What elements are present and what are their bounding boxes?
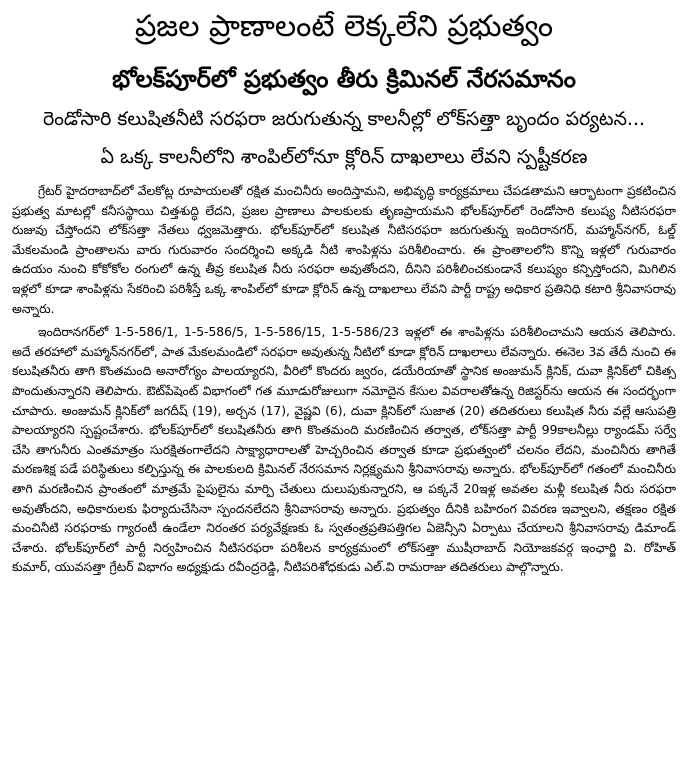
paragraph-2: ఇందిరానగర్‌లో 1-5-586/1, 1-5-586/5, 1-5-586/15, 1-5-586/23 ఇళ్లలో ఈ శాంపిళ్లను పరిశీలించామని ఆయన తెలిపారు. అదే తరహాలో మహ్మాన్‌నగర్‌లో, పాత మేకలమండిలో సరఫరా అవుతున్న నీటిలో కూడా క్లోరిన్ దాఖలాలు లేవన్నారు. ఈనెల 3వ తేదీ నుంచి ఈ కలుషితనీరు తాగి కొంతమంది అనారోగ్యం పాలయ్యారని, వీరిలో కొందరు జ్వరం, డయేరియాతో స్థానిక అంజుమన్ క్లినిక్, దువా క్లినిక్‌లో చికిత్స పొందుతున్నారని తెలిపారు. ఔట్‌పేషెంట్ విభాగంలో గత మూడురోజులుగా నమోదైన కేసుల వివరాలతోఉన్న రిజిస్టర్‌ను ఆయన ఈ సందర్భంగా చూపారు. అంజుమన్ క్లినిక్‌లో జగదీష్ (19), అర్చన (17), వైష్ణవి (6), దువా క్లినిక్‌లో సుజాత (20) తదితరులు కలుషిత నీరు వల్లే ఆసుపత్రి పాలయ్యారని స్పష్టంచేశారు. భోలక్‌పూర్‌లో కలుషితనీరు తాగి కొంతమంది మరణించిన తర్వాత, లోక్‌సత్తా పార్టీ 99కాలనీల్లు ర్యాండమ్ సర్వే చేసి తాగునీరు ఎంతమాత్రం సురక్షితంగాలేదని సాక్ష్యాధారాలతో హెచ్చరించిన తర్వాత కూడా ప్రభుత్వంలో చలనం లేదని, మంచినీరు తాగితే మరణశిక్ష పడే పరిస్థితులు కల్పిస్తున్న ఈ పాలకులది క్రిమినల్ నేరసమాన నిర్లక్ష్యమని శ్రీనివాసరావు అన్నారు. భోలక్‌పూర్‌లో గతంలో మంచినీరు తాగి మరణించిన ప్రాంతంలో మాత్రమే పైపులైను మార్పి చేతులు దులుపుకున్నారని, ఆ పక్కనే 20ఇళ్ల అవతల మళ్లీ కలుషిత నీరు సరఫరా అవుతోందని, అధికారులకు ఫిర్యాదుచేసినా స్పందనలేదని శ్రీనివాసరావు అన్నారు. ప్రభుత్వం దీనికి బహిరంగ వివరణ ఇవ్వాలని, తక్షణం రక్షిత మంచినీటి సరఫరాకు గ్యారంటీ ఉండేలా నిరంతర పర్యవేక్షణకు ఓ స్వతంత్రప్రతిపత్తిగల ఏజెన్సీని ఏర్పాటు చేయాలని శ్రీనివాసరావు డిమాండ్ చేశారు. భోలక్‌పూర్‌లో పార్టీ నిర్వహించిన నీటిసరఫరా పరిశీలన కార్యక్రమంలో లోక్‌సత్తా ముషీరాబాద్ నియోజకవర్గ ఇంఛార్జి వి. రోహిత్ కుమార్, యువసత్తా గ్రేటర్ విభాగం అధ్యక్షుడు రవీంద్రరెడ్డి, నీటిపరిశోధకుడు ఎల్.వి రామరాజు తదితరులు పాల్గొన్నారు. — [12, 325, 676, 575]
headline: ప్రజల ప్రాణాలంటే లెక్కలేని ప్రభుత్వం — [134, 9, 554, 44]
deck-line-1: రెండోసారి కలుషితనీటి సరఫరా జరుగుతున్న కాలనీల్లో లోక్‌సత్తా బృందం పర్యటన... — [42, 108, 646, 130]
article-body — [12, 182, 676, 582]
deck-line-2: ఏ ఒక్క కాలనీలోని శాంపిల్‌లోనూ క్లోరిన్ దాఖలాలు లేవని స్పష్టీకరణ — [100, 146, 588, 168]
subheadline: భోలక్‌పూర్‌లో ప్రభుత్వం తీరు క్రిమినల్ నేరసమానం — [112, 65, 576, 93]
paragraph-1: గ్రేటర్ హైదరాబాద్‌లో వేలకోట్ల రూపాయలతో రక్షిత మంచినీరు అందిస్తామని, అభివృద్ధి కార్యక్రమాలు చేపడతామని ఆర్భాటంగా ప్రకటించిన ప్రభుత్వ మాటల్లో కనీసస్థాయి చిత్తశుద్ధి లేదని, ప్రజల ప్రాణాలు పాలకులకు తృణప్రాయమని భోలక్‌పూర్‌లో రెండోసారి కలుష్య నీటిసరఫరా రుజువు చేస్తోందని లోక్‌సత్తా నేతలు ధ్వజమెత్తారు. భోలక్‌పూర్‌లో కలుషిత నీటిసరఫరా జరుగుతున్న ఇందిరానగర్, మహ్మాన్‌నగర్, ఓల్డ్ మేకలమండి ప్రాంతాలను వారు గురువారం సందర్శించి అక్కడి నీటి శాంపిళ్లను పరిశీలించారు. ఈ ప్రాంతాలలోని కొన్ని ఇళ్లలో గురువారం ఉదయం నుంచి కోకోకోల రంగులో ఉన్న తీవ్ర కలుషిత నీరు సరఫరా అవుతోందని, దీనిని పరిశీలించకుండానే కలుష్యం కన్పిస్తోందని, మిగిలిన ఇళ్లలో కూడా శాంపిళ్లను సేకరించి పరిశీస్తే ఒక్క శాంపిల్‌లో కూడా క్లోరిన్ ఉన్న దాఖలాలు లేవని పార్టీ రాష్ట్ర అధికార ప్రతినిధి కటారి శ్రీనివాసరావు అన్నారు. — [12, 184, 676, 316]
